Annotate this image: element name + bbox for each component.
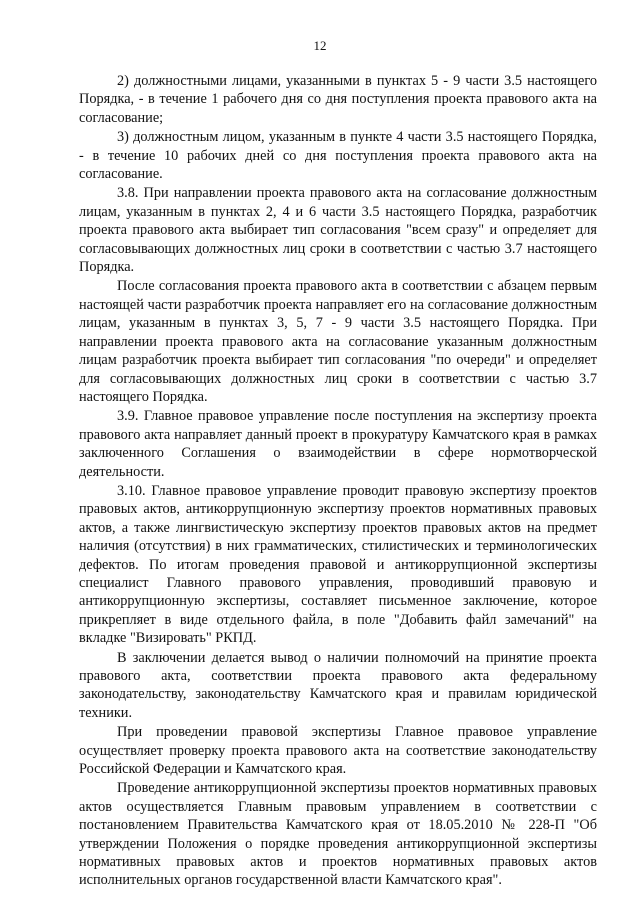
paragraph-3-8-second: После согласования проекта правового акта в соответствии с абзацем первым настоящей части разработчик проекта направляет его на согласование должностным лицам, указанным в пунктах 3, 5, 7 - 9 части 3.5 настоящего Порядка. При направлении проекта правового акта на согласование указанным должностным лицам разработчик проекта выбирает тип согласования "по очереди" и определяет для согласовывающих должностных лиц сроки в соответствии с частью 3.7 настоящего Порядка. (79, 278, 597, 405)
paragraph-2-item-3: 3) должностным лицом, указанным в пункте 4 части 3.5 настоящего Порядка, - в течение 10 рабочих дней со дня поступления проекта правового акта на согласование. (79, 129, 597, 183)
paragraph-legal-review: При проведении правовой экспертизы Главное правовое управление осуществляет проверку проекта правового акта на соответствие законодательству Российской Федерации и Камчатского края. (79, 724, 597, 778)
paragraph-conclusion: В заключении делается вывод о наличии полномочий на принятие проекта правового акта, соответствии проекта правового акта федеральному законодательству, законодательству Камчатского края и правилам юридической техники. (79, 649, 597, 721)
paragraph-anticorruption-review: Проведение антикоррупционной экспертизы проектов нормативных правовых актов осуществляется Главным правовым управлением в соответствии с постановлением Правительства Камчатского края от 18.05.2010 № 228-П "Об утверждении Положения о порядке проведения антикоррупционной экспертизы нормативных правовых актов и проектов нормативных правовых актов исполнительных органов государственной власти Камчатского края". (79, 780, 597, 889)
paragraph-3-10: 3.10. Главное правовое управление проводит правовую экспертизу проектов правовых актов, антикоррупционную экспертизу проектов нормативных правовых актов, а также лингвистическую экспертизу проектов правовых актов на предмет наличия (отсутствия) в них грамматических, стилистических и терминологических дефектов. По итогам проведения правовой и антикоррупционной экспертизы специалист Главного правового управления, проводивший правовую и антикоррупционную экспертизы, составляет письменное заключение, которое прикрепляет в виде отдельного файла, в поле "Добавить файл замечаний" на вкладке "Визировать" РКПД. (79, 482, 597, 647)
paragraph-3-8: 3.8. При направлении проекта правового акта на согласование должностным лицам, указанным в пунктах 2, 4 и 6 части 3.5 настоящего Порядка, разработчик проекта правового акта выбирает тип согласования "всем сразу" и определяет для согласовывающих должностных лиц сроки в соответствии с частью 3.7 настоящего Порядка. (79, 185, 597, 276)
page-number: 12 (313, 38, 327, 53)
document-body (79, 72, 597, 891)
paragraph-2-item-2: 2) должностными лицами, указанными в пунктах 5 - 9 части 3.5 настоящего Порядка, - в течение 1 рабочего дня со дня поступления проекта правового акта на согласование; (79, 73, 597, 126)
paragraph-3-9: 3.9. Главное правовое управление после поступления на экспертизу проекта правового акта направляет данный проект в прокуратуру Камчатского края в рамках заключенного Соглашения о взаимодействии в сфере нормотворческой деятельности. (79, 408, 597, 480)
